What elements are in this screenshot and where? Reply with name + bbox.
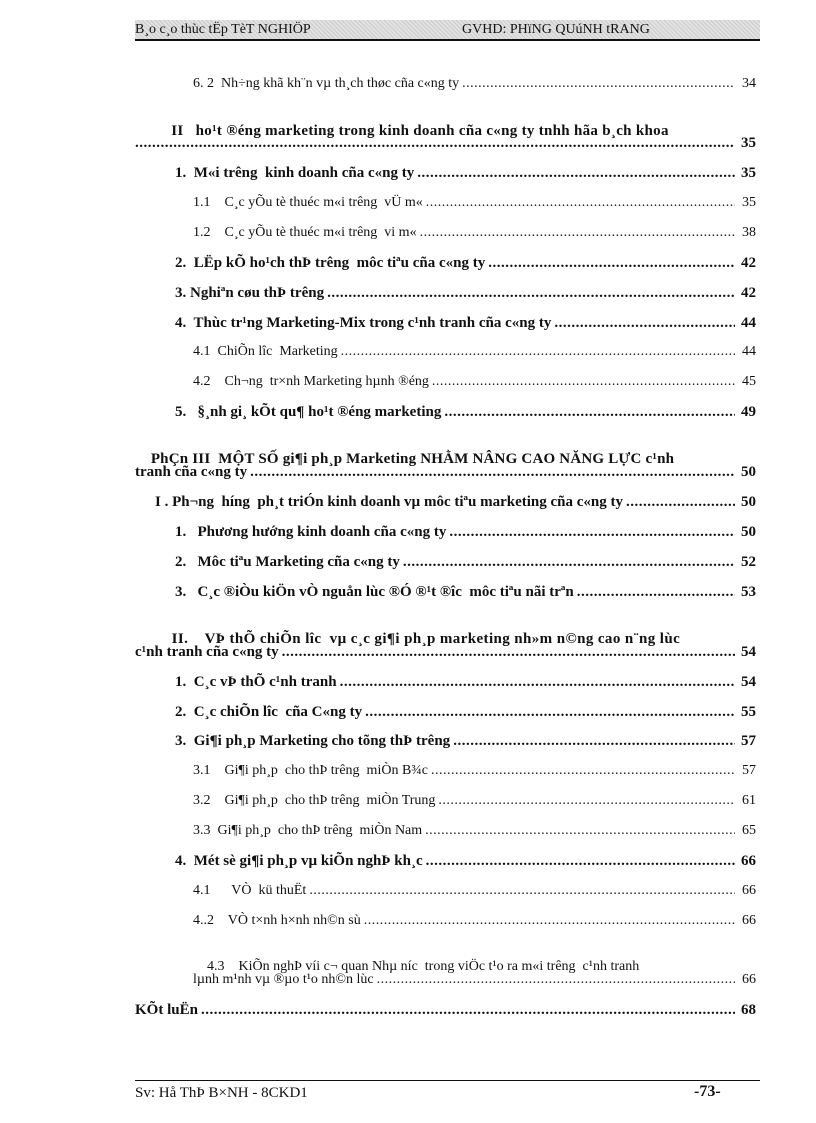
toc-entry[interactable] (193, 913, 756, 935)
toc-leader (250, 464, 735, 481)
toc-entry[interactable] (175, 554, 756, 576)
toc-entry-title: 2. C¸c chiÕn lîc cña C«ng ty (175, 704, 363, 720)
toc-entry-title: 4.3 KiÕn nghÞ víi c¬ quan Nhµ níc trong viÖc t¹o ra m«i trêng c¹nh tranh (207, 959, 640, 974)
toc-entry-title: 3.2 Gi¶i ph¸p cho thÞ trêng miÒn Trung (193, 793, 436, 808)
toc-entry-title: 4. Thùc tr¹ng Marketing-Mix trong c¹nh tranh cña c«ng ty (175, 315, 552, 331)
toc-entry[interactable] (193, 344, 756, 366)
toc-entry-title: tranh cña c«ng ty (135, 464, 248, 480)
toc-leader (431, 763, 735, 779)
toc-entry-title: 3.3 Gi¶i ph¸p cho thÞ trêng miÒn Nam (193, 823, 423, 838)
toc-entry[interactable] (155, 494, 756, 516)
toc-leader (417, 165, 735, 182)
toc-entry-title: 4. Mét sè gi¶i ph¸p vµ kiÕn nghÞ kh¸c (175, 853, 423, 869)
toc-entry-page: 50 (741, 464, 756, 480)
toc-entry-page: 44 (741, 315, 756, 331)
toc-leader (135, 135, 735, 152)
toc-entry-title: II. VÞ thÕ chiÕn lîc vµ c¸c gi¶i ph¸p marketing nh»m n©ng cao n¨ng lùc (171, 631, 681, 647)
toc-entry-title: 1.2 C¸c yÕu tè thuéc m«i trêng vi m« (193, 225, 417, 240)
toc-entry-title: 3. C¸c ®iÒu kiÖn vÒ nguån lùc ®Ó ®¹t ®îc môc tiªu nãi trªn (175, 584, 574, 600)
toc-entry-page: 57 (741, 733, 756, 749)
toc-entry[interactable] (193, 195, 756, 217)
toc-entry-page: 66 (741, 853, 756, 869)
toc-leader (432, 374, 735, 390)
toc-entry[interactable] (193, 883, 756, 905)
toc-entry-title: 1. C¸c vÞ thÕ c¹nh tranh (175, 674, 337, 690)
footer-divider (135, 1080, 760, 1081)
toc-entry-title: c¹nh tranh cña c«ng ty (135, 644, 279, 660)
toc-entry-title: 4.1 ChiÕn lîc Marketing (193, 344, 338, 359)
toc-entry[interactable] (175, 524, 756, 546)
toc-entry-page: 44 (742, 344, 756, 359)
toc-entry[interactable] (175, 255, 756, 277)
toc-entry-page: 50 (741, 494, 756, 510)
toc-entry[interactable] (175, 704, 756, 726)
toc-entry-title: PhÇn III MỘT SỐ gi¶i ph¸p Marketing NHẰM NÂNG CAO NĂNG LỰC c¹nh (150, 451, 675, 467)
toc-leader (425, 823, 735, 839)
toc-entry[interactable] (175, 315, 756, 337)
toc-entry[interactable] (135, 644, 756, 666)
toc-entry[interactable] (135, 1002, 756, 1024)
toc-entry-title: 3.1 Gi¶i ph¸p cho thÞ trêng miÒn B¾c (193, 763, 428, 778)
toc-entry-page: 57 (742, 763, 756, 778)
toc-leader (403, 554, 735, 571)
toc-entry-page: 65 (742, 823, 756, 838)
toc-entry-title: 4..2 VÒ t×nh h×nh nh©n sù (193, 913, 361, 928)
toc-leader (426, 853, 735, 870)
toc-entry-title: 2. LËp kÕ ho¹ch thÞ trêng môc tiªu cña c«ng ty (175, 255, 486, 271)
toc-entry-page: 68 (741, 1002, 756, 1018)
toc-leader (341, 344, 735, 360)
toc-leader (327, 285, 735, 302)
toc-entry-title: II ho¹t ®éng marketing trong kinh doanh cña c«ng ty tnhh hãa b¸ch khoa (171, 123, 669, 139)
toc-entry-page: 66 (742, 972, 756, 987)
toc-entry-page: 34 (742, 76, 756, 91)
toc-entry-title: 1. Phương hướng kinh doanh cña c«ng ty (175, 524, 447, 540)
toc-entry[interactable] (193, 763, 756, 785)
header-supervisor: GVHD: PHïNG QUúNH tRANG (462, 22, 650, 37)
toc-entry-page: 54 (741, 674, 756, 690)
toc-entry-title: 5. §¸nh gi¸ kÕt qu¶ ho¹t ®éng marketing (175, 404, 442, 420)
toc-entry-title: lµnh m¹nh vµ ®µo t¹o nh©n lùc (193, 972, 374, 987)
header-report-title: B¸o c¸o thùc tËp TèT NGHIÖP (135, 22, 311, 37)
toc-entry-page: 54 (741, 644, 756, 660)
toc-entry[interactable] (175, 285, 756, 307)
toc-entry-title: 1. M«i trêng kinh doanh cña c«ng ty (175, 165, 415, 181)
toc-entry-title: 6. 2 Nh÷ng khã kh¨n vµ th¸ch thøc cña c«ng ty (193, 76, 460, 91)
toc-entry[interactable] (193, 374, 756, 396)
toc-entry[interactable] (193, 76, 756, 98)
toc-leader (282, 644, 735, 661)
toc-leader (364, 913, 735, 929)
footer-student: Sv: Hå ThÞ B×NH - 8CKD1 (135, 1085, 308, 1101)
toc-entry[interactable] (175, 165, 756, 187)
toc-entry-title: KÕt luËn (135, 1002, 198, 1018)
toc-entry[interactable] (175, 404, 756, 426)
toc-entry[interactable] (175, 853, 756, 875)
toc-leader (554, 315, 735, 332)
toc-entry-page: 35 (741, 135, 756, 151)
toc-leader (426, 195, 735, 211)
toc-leader (444, 404, 735, 421)
toc-entry[interactable] (193, 225, 756, 247)
toc-entry-title: 1.1 C¸c yÕu tè thuéc m«i trêng vÜ m« (193, 195, 423, 210)
toc-leader (309, 883, 735, 899)
toc-entry-page: 50 (741, 524, 756, 540)
toc-leader (577, 584, 735, 601)
toc-entry-page: 35 (741, 165, 756, 181)
toc-entry[interactable] (193, 972, 756, 994)
toc-leader (365, 704, 735, 721)
toc-entry-page: 42 (741, 255, 756, 271)
toc-leader (340, 674, 735, 691)
toc-entry-page: 66 (742, 883, 756, 898)
toc-entry-page: 45 (742, 374, 756, 389)
toc-entry[interactable] (175, 584, 756, 606)
toc-entry[interactable] (193, 943, 640, 974)
toc-entry[interactable] (175, 674, 756, 696)
toc-entry-title: 4.1 VÒ kü thuËt (193, 883, 307, 898)
toc-leader (420, 225, 735, 241)
toc-entry[interactable] (135, 434, 675, 467)
toc-leader (462, 76, 735, 92)
toc-entry-title: 2. Môc tiªu Marketing cña c«ng ty (175, 554, 400, 570)
page-number: -73- (694, 1083, 721, 1100)
toc-leader (377, 972, 735, 988)
toc-entry[interactable] (175, 733, 756, 755)
toc-entry-page: 38 (742, 225, 756, 240)
toc-entry[interactable] (135, 464, 756, 486)
toc-leader (438, 793, 735, 809)
toc-leader (449, 524, 735, 541)
toc-entry[interactable] (193, 823, 756, 845)
toc-leader (488, 255, 735, 272)
toc-leader (201, 1002, 735, 1019)
toc-entry-title: 3. Nghiªn cøu thÞ trêng (175, 285, 325, 301)
toc-entry-page: 52 (741, 554, 756, 570)
toc-entry-title: 4.2 Ch¬ng tr×nh Marketing hµnh ®éng (193, 374, 429, 389)
toc-entry[interactable] (155, 106, 669, 139)
toc-entry-title: 3. Gi¶i ph¸p Marketing cho tõng thÞ trêng (175, 733, 451, 749)
toc-entry-page: 53 (741, 584, 756, 600)
toc-leader (453, 733, 735, 750)
toc-entry-page: 61 (742, 793, 756, 808)
toc-entry-page: 49 (741, 404, 756, 420)
toc-entry-page: 42 (741, 285, 756, 301)
toc-entry-page: 55 (741, 704, 756, 720)
toc-entry-title: I . Ph¬ng híng ph¸t triÓn kinh doanh vµ môc tiªu marketing cña c«ng ty (155, 494, 624, 510)
toc-entry[interactable] (135, 135, 756, 157)
toc-entry[interactable] (193, 793, 756, 815)
toc-entry-page: 35 (742, 195, 756, 210)
toc-entry-page: 66 (742, 913, 756, 928)
toc-leader (626, 494, 735, 511)
toc-entry[interactable] (155, 614, 681, 647)
